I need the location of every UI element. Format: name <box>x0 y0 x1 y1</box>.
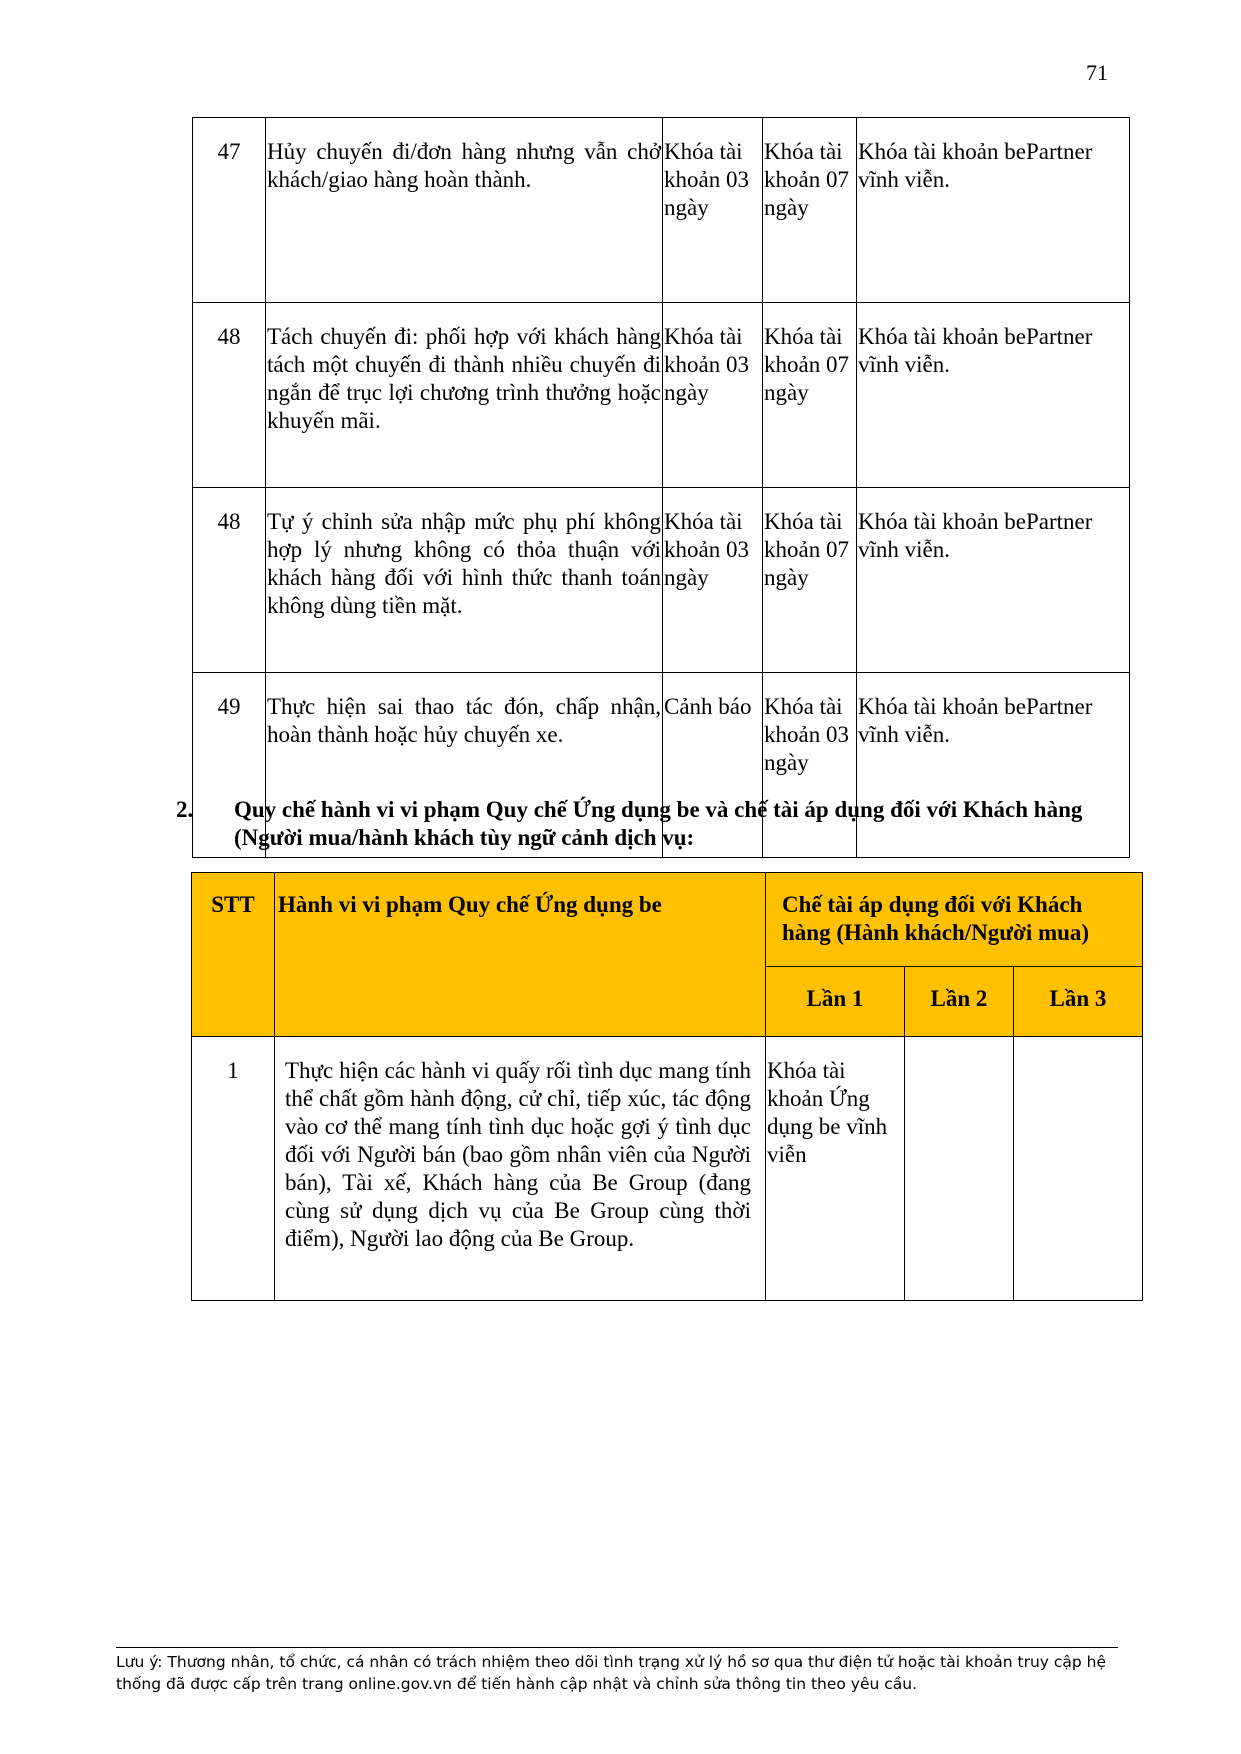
row-stt: 1 <box>192 1037 275 1301</box>
header-lan1: Lần 1 <box>766 967 905 1037</box>
row-lan3: Khóa tài khoản bePartner vĩnh viễn. <box>857 673 1130 858</box>
row-description: Tự ý chỉnh sửa nhập mức phụ phí không hợp lý nhưng không có thỏa thuận với khách hàng đối với hình thức thanh toán không dùng tiền mặt. <box>266 488 663 673</box>
footer-divider <box>116 1647 1118 1648</box>
row-lan3 <box>1014 1037 1143 1301</box>
row-lan2: Khóa tài khoản 07 ngày <box>763 488 857 673</box>
row-stt: 49 <box>193 673 266 858</box>
footer-note: Lưu ý: Thương nhân, tổ chức, cá nhân có trách nhiệm theo dõi tình trạng xử lý hồ sơ qua thư điện tử hoặc tài khoản truy cập hệ thống đã được cấp trên trang online.gov.vn để tiến hành cập nhật và chỉnh sửa thông tin theo yêu cầu. <box>116 1653 1107 1693</box>
row-lan1: Khóa tài khoản 03 ngày <box>663 303 763 488</box>
row-description: Thực hiện sai thao tác đón, chấp nhận, hoàn thành hoặc hủy chuyến xe. <box>266 673 663 858</box>
row-lan2: Khóa tài khoản 03 ngày <box>763 673 857 858</box>
header-sanction: Chế tài áp dụng đối với Khách hàng (Hành khách/Người mua) <box>766 873 1143 967</box>
row-lan3: Khóa tài khoản bePartner vĩnh viễn. <box>857 303 1130 488</box>
row-lan2: Khóa tài khoản 07 ngày <box>763 303 857 488</box>
table-row <box>192 1037 1143 1301</box>
customer-violations-table <box>191 872 1143 1301</box>
violations-table <box>192 117 1130 858</box>
table-row <box>193 488 1130 673</box>
header-lan2: Lần 2 <box>905 967 1014 1037</box>
header-stt: STT <box>192 873 275 1037</box>
row-lan1: Cảnh báo <box>663 673 763 858</box>
row-lan1: Khóa tài khoản 03 ngày <box>663 488 763 673</box>
row-description: Thực hiện các hành vi quấy rối tình dục mang tính thể chất gồm hành động, cử chỉ, tiếp xúc, tác động vào cơ thể mang tính tình dục hoặc gợi ý tình dục đối với Người bán (bao gồm nhân viên của Người bán), Tài xế, Khách hàng của Be Group (đang cùng sử dụng dịch vụ của Be Group cùng thời điểm), Người lao động của Be Group. <box>275 1037 766 1301</box>
row-stt: 47 <box>193 118 266 303</box>
row-lan2: Khóa tài khoản 07 ngày <box>763 118 857 303</box>
row-lan3: Khóa tài khoản bePartner vĩnh viễn. <box>857 488 1130 673</box>
section-number: 2. <box>176 797 194 822</box>
header-lan3: Lần 3 <box>1014 967 1143 1037</box>
header-behavior: Hành vi vi phạm Quy chế Ứng dụng be <box>275 873 766 1037</box>
table-row <box>193 118 1130 303</box>
row-lan2 <box>905 1037 1014 1301</box>
row-description: Hủy chuyến đi/đơn hàng nhưng vẫn chở khách/giao hàng hoàn thành. <box>266 118 663 303</box>
row-lan1: Khóa tài khoản 03 ngày <box>663 118 763 303</box>
section-title: Quy chế hành vi vi phạm Quy chế Ứng dụng be và chế tài áp dụng đối với Khách hàng (Người mua/hành khách tùy ngữ cảnh dịch vụ: <box>234 797 1083 850</box>
row-stt: 48 <box>193 488 266 673</box>
row-lan1: Khóa tài khoản Ứng dụng be vĩnh viễn <box>766 1037 905 1301</box>
table-header-row <box>192 873 1143 967</box>
row-stt: 48 <box>193 303 266 488</box>
row-description: Tách chuyến đi: phối hợp với khách hàng tách một chuyến đi thành nhiều chuyến đi ngắn để trục lợi chương trình thưởng hoặc khuyến mãi. <box>266 303 663 488</box>
row-lan3: Khóa tài khoản bePartner vĩnh viễn. <box>857 118 1130 303</box>
table-row <box>193 303 1130 488</box>
page-number: 71 <box>1086 60 1108 85</box>
